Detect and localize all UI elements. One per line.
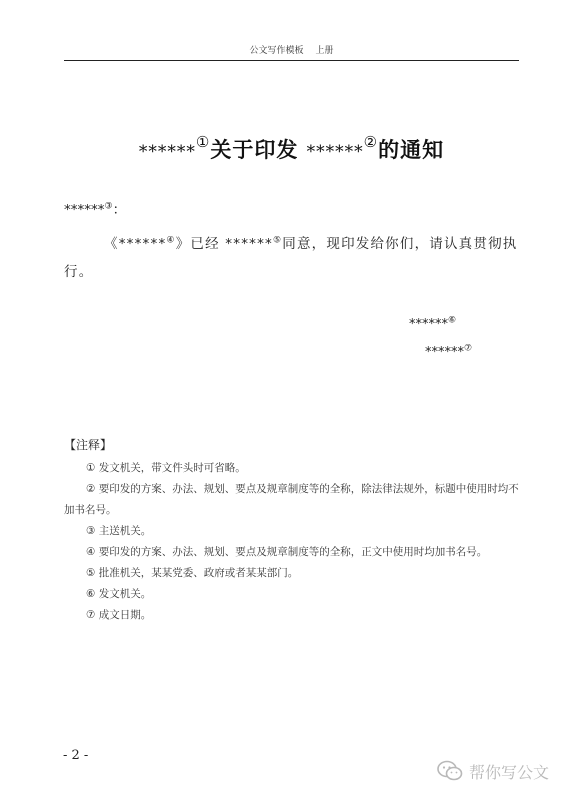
header-title: 公文写作模板: [249, 46, 304, 56]
note-item: ③ 主送机关。: [86, 525, 152, 537]
title-mark-2: ②: [363, 133, 379, 151]
title-placeholder-1: ******: [138, 142, 196, 162]
body-placeholder-1: ******: [118, 236, 167, 252]
wechat-icon: [437, 760, 463, 782]
document-title: [0, 134, 583, 164]
note-item: ② 要印发的方案、办法、规划、要点及规章制度等的全称，除法律法规外，标题中使用时均不加书名号。: [64, 483, 519, 516]
header-volume: 上册: [315, 46, 334, 56]
signature-org-mark: ⑥: [448, 315, 457, 326]
page-header: [64, 44, 519, 61]
title-text-2: 的通知: [378, 137, 445, 162]
body-open-quote: 《: [104, 236, 119, 252]
note-item: ⑥ 发文机关。: [86, 588, 152, 600]
notes-title: 【注释】: [64, 438, 113, 452]
body-paragraph: [64, 230, 524, 286]
page-number: - 2 -: [63, 748, 89, 763]
addressee-colon: ：: [112, 202, 127, 218]
watermark: [437, 758, 549, 784]
body-mark-1: ④: [166, 235, 176, 246]
body-mark-2: ⑤: [273, 235, 283, 246]
addressee-line: [64, 198, 126, 218]
watermark-text: 帮你写公文: [469, 762, 550, 782]
title-placeholder-2: ******: [306, 142, 364, 162]
addressee-mark: ③: [104, 201, 113, 212]
notes-list: [64, 458, 520, 626]
title-text-1: 关于印发: [210, 137, 299, 162]
addressee-placeholder: ******: [64, 202, 105, 218]
note-item: ④ 要印发的方案、办法、规划、要点及规章制度等的全称，正文中使用时均加书名号。: [86, 546, 488, 558]
title-mark-1: ①: [195, 133, 211, 151]
signature-date: [425, 345, 472, 360]
body-placeholder-2: ******: [225, 236, 273, 252]
signature-date-placeholder: ******: [425, 345, 464, 360]
signature-org-placeholder: ******: [409, 317, 448, 332]
note-item: ⑦ 成文日期。: [86, 609, 152, 621]
note-item: ⑤ 批准机关，某某党委、政府或者某某部门。: [86, 567, 299, 579]
signature-date-mark: ⑦: [464, 343, 473, 354]
body-text-2: 同意，现印发给你们，请认真贯彻执行。: [64, 236, 518, 280]
signature-org: [409, 317, 456, 332]
body-text-1: 》已经: [175, 236, 220, 252]
note-item: ① 发文机关，带文件头时可省略。: [86, 462, 246, 474]
